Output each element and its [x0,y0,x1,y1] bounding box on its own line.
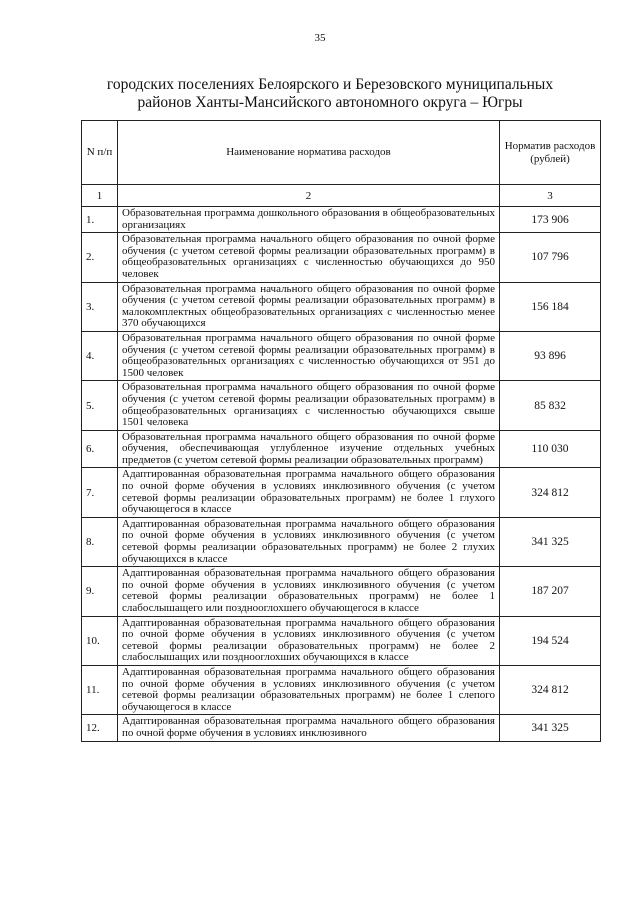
page-number: 35 [314,32,326,44]
row-name: Образовательная программа начального общего образования по очной форме обучения, обеспечивающая углубленное изучение отдельных учебных предметов (с учетом сетевой формы реализации образовательных программ) [118,430,500,468]
table-row [82,430,601,468]
table-row [82,331,601,380]
row-name: Адаптированная образовательная программа начального общего образования по очной форме обучения в условиях инклюзивного [118,715,500,741]
row-name: Адаптированная образовательная программа начального общего образования по очной форме обучения в условиях инклюзивного обучения (с учетом сетевой формы реализации образовательных программ) не более 1 слепого обучающегося в классе [118,665,500,714]
row-number: 2. [82,233,118,282]
row-name: Адаптированная образовательная программа начального общего образования по очной форме обучения в условиях инклюзивного обучения (с учетом сетевой формы реализации образовательных программ) не более 2 глухих обучающихся в классе [118,517,500,566]
header-name: Наименование норматива расходов [118,121,500,185]
row-value: 187 207 [500,567,601,616]
header-number: N п/п [82,121,118,185]
column-numbers-row [82,185,601,207]
table-row [82,233,601,282]
column-number-1: 1 [82,185,118,207]
column-number-3: 3 [500,185,601,207]
table-row [82,282,601,331]
row-name: Образовательная программа начального общего образования по очной форме обучения (с учетом сетевой формы реализации образовательных программ) в общеобразовательных организациях с численностью обучающихся до 950 человек [118,233,500,282]
table-row [82,665,601,714]
row-name: Образовательная программа дошкольного образования в общеобразовательных организациях [118,207,500,233]
row-value: 173 906 [500,207,601,233]
row-value: 85 832 [500,381,601,430]
row-number: 6. [82,430,118,468]
table-row [82,567,601,616]
row-value: 156 184 [500,282,601,331]
row-value: 107 796 [500,233,601,282]
table-row [82,616,601,665]
table-header-row [82,121,601,185]
column-number-2: 2 [118,185,500,207]
document-heading [60,76,600,112]
row-name: Адаптированная образовательная программа начального общего образования по очной форме обучения в условиях инклюзивного обучения (с учетом сетевой формы реализации образовательных программ) не более 1 слабослышащего или позднооглохшего обучающегося в классе [118,567,500,616]
header-value: Норматив расходов (рублей) [500,121,601,185]
row-number: 9. [82,567,118,616]
row-name: Образовательная программа начального общего образования по очной форме обучения (с учетом сетевой формы реализации образовательных программ) в общеобразовательных организациях с численностью обучающихся свыше 1501 человека [118,381,500,430]
row-value: 93 896 [500,331,601,380]
row-name: Адаптированная образовательная программа начального общего образования по очной форме обучения в условиях инклюзивного обучения (с учетом сетевой формы реализации образовательных программ) не более 1 глухого обучающегося в классе [118,468,500,517]
heading-line-2: районов Ханты-Мансийского автономного округа – Югры [137,94,523,111]
row-number: 12. [82,715,118,741]
row-number: 11. [82,665,118,714]
row-number: 8. [82,517,118,566]
row-name: Адаптированная образовательная программа начального общего образования по очной форме обучения в условиях инклюзивного обучения (с учетом сетевой формы реализации образовательных программ) не более 2 слабослышащих или позднооглохших обучающихся в классе [118,616,500,665]
row-number: 5. [82,381,118,430]
row-value: 324 812 [500,665,601,714]
row-number: 1. [82,207,118,233]
row-value: 324 812 [500,468,601,517]
row-value: 341 325 [500,517,601,566]
row-value: 110 030 [500,430,601,468]
table-row [82,468,601,517]
row-value: 341 325 [500,715,601,741]
row-number: 10. [82,616,118,665]
heading-line-1: городских поселениях Белоярского и Березовского муниципальных [106,76,554,93]
row-value: 194 524 [500,616,601,665]
table-row [82,517,601,566]
row-number: 7. [82,468,118,517]
table-row [82,207,601,233]
row-name: Образовательная программа начального общего образования по очной форме обучения (с учетом сетевой формы реализации образовательных программ) в малокомплектных общеобразовательных организациях с численностью менее 370 обучающихся [118,282,500,331]
row-number: 3. [82,282,118,331]
table-row [82,381,601,430]
row-number: 4. [82,331,118,380]
row-name: Образовательная программа начального общего образования по очной форме обучения (с учетом сетевой формы реализации образовательных программ) в общеобразовательных организациях с численностью обучающихся от 951 до 1500 человек [118,331,500,380]
norms-table [81,120,601,742]
table-row [82,715,601,741]
